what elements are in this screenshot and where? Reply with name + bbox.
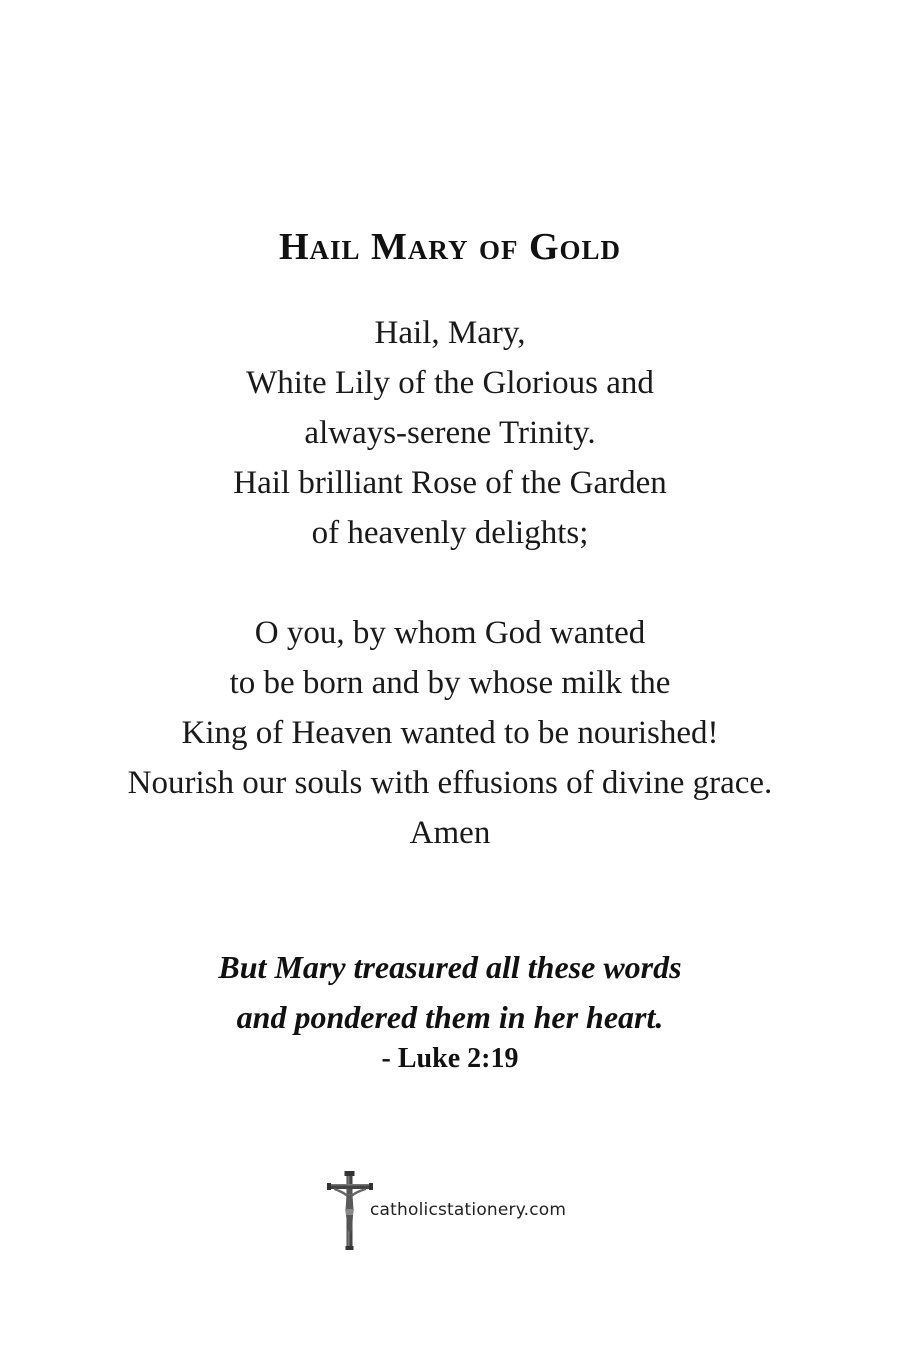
prayer-line: Nourish our souls with effusions of divine grace. bbox=[127, 765, 773, 801]
prayer-line: King of Heaven wanted to be nourished! bbox=[181, 715, 719, 751]
prayer-line: always-serene Trinity. bbox=[304, 415, 596, 451]
prayer-line: Hail brilliant Rose of the Garden bbox=[233, 465, 667, 501]
scripture-line: But Mary treasured all these words bbox=[218, 949, 682, 985]
website-text: catholicstationery.com bbox=[370, 1200, 567, 1220]
prayer-line: O you, by whom God wanted bbox=[254, 615, 646, 651]
scripture-quote bbox=[0, 942, 900, 1042]
prayer-line: to be born and by whose milk the bbox=[229, 665, 671, 701]
prayer-line: Hail, Mary, bbox=[374, 315, 526, 351]
prayer-line: White Lily of the Glorious and bbox=[246, 365, 654, 401]
prayer-title: Hail Mary of Gold bbox=[278, 226, 622, 268]
scripture-line: and pondered them in her heart. bbox=[236, 999, 664, 1035]
stanza-gap bbox=[0, 558, 900, 608]
prayer-line: of heavenly delights; bbox=[311, 515, 589, 551]
prayer-amen: Amen bbox=[409, 815, 491, 851]
footer-brand bbox=[326, 1168, 566, 1252]
prayer-text bbox=[0, 308, 900, 858]
scripture-citation: - Luke 2:19 bbox=[381, 1043, 519, 1074]
crucifix-icon bbox=[326, 1168, 374, 1252]
